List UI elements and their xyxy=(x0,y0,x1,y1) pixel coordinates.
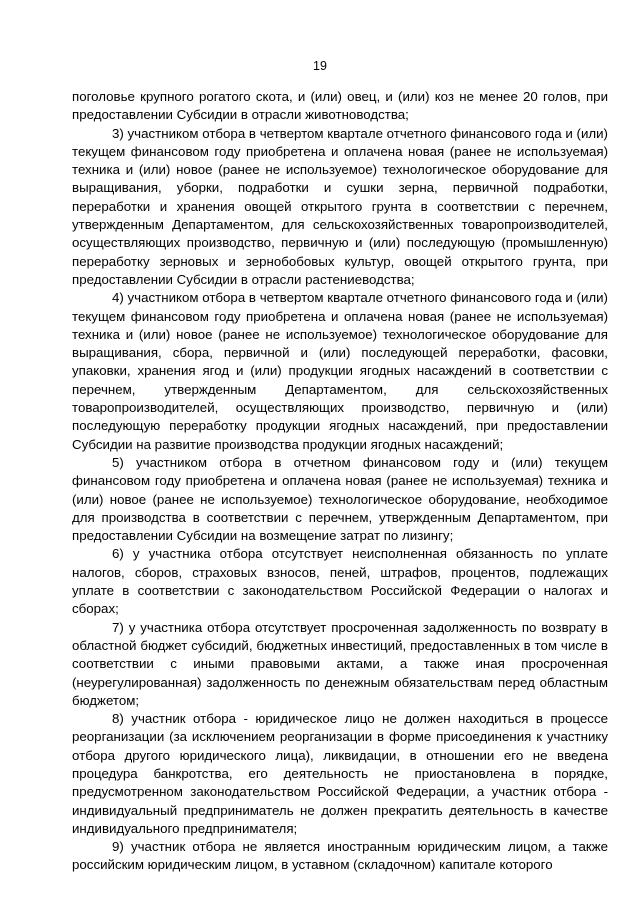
page-number: 19 xyxy=(313,59,327,73)
paragraph-item-7: 7) у участника отбора отсутствует просроченная задолженность по возврату в областной бюджет субсидий, бюджетных инвестиций, предоставленных в том числе в соответствии с иными правовыми актами, а также иная просроченная (неурегулированная) задолженность по денежным обязательствам перед областным бюджетом; xyxy=(72,619,608,708)
paragraph-item-5: 5) участником отбора в отчетном финансовом году и (или) текущем финансовом году приобретена и оплачена новая (ранее не используемая) техника и (или) новое (ранее не используемое) технологическое оборудование, необходимое для производства в соответствии с перечнем, утвержденным Департаментом, при предоставлении Субсидии на возмещение затрат по лизингу; xyxy=(72,454,608,544)
paragraph-item-6: 6) у участника отбора отсутствует неисполненная обязанность по уплате налогов, сборов, страховых взносов, пеней, штрафов, процентов, подлежащих уплате в соответствии с законодательством Российской Федерации о налогах и сборах; xyxy=(72,546,608,617)
paragraph-item-9: 9) участник отбора не является иностранным юридическим лицом, а также российским юридическим лицом, в уставном (складочном) капитале которого xyxy=(72,839,608,873)
paragraph-item-3: 3) участником отбора в четвертом квартале отчетного финансового года и (или) текущем финансовом году приобретена и оплачена новая (ранее не используемая) техника и (или) новое (ранее не используемое) технологическое оборудование для выращивания, уборки, подработки и сушки зерна, первичной подработки, переработки и хранения овощей открытого грунта в соответствии с перечнем, утвержденным Департаментом, для сельскохозяйственных товаропроизводителей, осуществляющих производство, первичную и (или) последующую (промышленную) переработку зерновых и зернобобовых культур, овощей открытого грунта, при предоставлении Субсидии в отрасли растениеводства; xyxy=(72,125,608,287)
paragraph-item-8: 8) участник отбора - юридическое лицо не должен находиться в процессе реорганизации (за исключением реорганизации в форме присоединения к участнику отбора другого юридического лица), ликвидации, в отношении его не введена процедура банкротства, его деятельность не приостановлена в порядке, предусмотренном законодательством Российской Федерации, а участник отбора - индивидуальный предприниматель не должен прекратить деятельность в качестве индивидуального предпринимателя; xyxy=(72,711,608,836)
paragraph-item-4: 4) участником отбора в четвертом квартале отчетного финансового года и (или) текущем финансовом году приобретена и оплачена новая (ранее не используемая) техника и (или) новое (ранее не используемое) технологическое оборудование для выращивания, сбора, первичной и (или) последующей переработки, фасовки, упаковки, хранения ягод и (или) продукции ягодных насаждений в соответствии с перечнем, утвержденным Департаментом, для сельскохозяйственных товаропроизводителей, осуществляющих производство, первичную и (или) последующую переработку продукции ягодных насаждений, при предоставлении Субсидии на развитие производства продукции ягодных насаждений; xyxy=(72,290,608,452)
document-body xyxy=(72,88,608,875)
paragraph-continuation: поголовье крупного рогатого скота, и (или) овец, и (или) коз не менее 20 голов, при предоставлении Субсидии в отрасли животноводства; xyxy=(72,89,608,123)
